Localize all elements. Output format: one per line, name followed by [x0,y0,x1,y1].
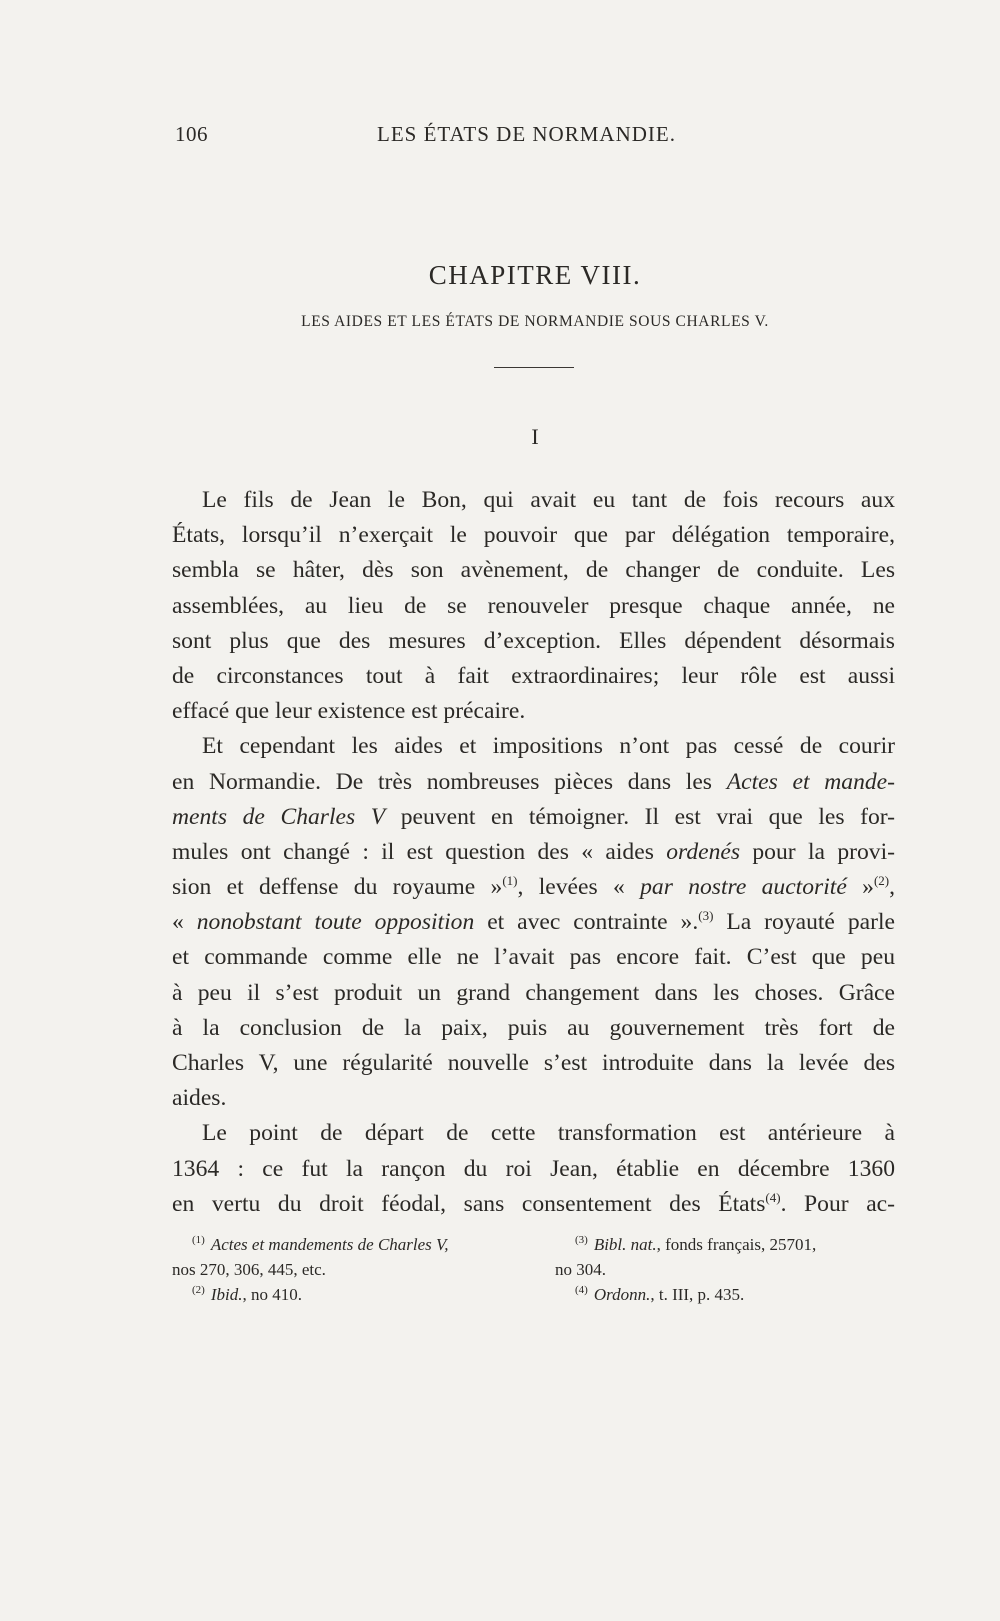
footnote-3 [555,1232,900,1257]
footnote-text: , fonds français, 25701, [656,1235,817,1254]
footnote-text: , no 410. [242,1285,302,1304]
text-line [172,765,895,800]
italic-title: ments de Charles V [172,803,386,830]
text-run: « [172,909,197,936]
text-line: Le fils de Jean le Bon, qui avait eu tant de fois recours aux [202,487,895,513]
text-line: 1364 : ce fut la rançon du roi Jean, établie en décembre 1360 [172,1155,895,1182]
text-run: sion et deffense du royaume » [172,874,503,901]
text-line [172,905,895,940]
text-line: assemblées, au lieu de se renouveler presque chaque année, ne [172,592,895,619]
text-run: . Pour ac- [780,1190,895,1217]
text-run: pour la provi- [740,838,895,865]
text-run: mules ont changé : il est question des « aides [172,838,667,865]
footnote-4 [555,1282,900,1307]
text-run: , [889,874,896,901]
text-run: » [846,874,874,901]
text-run: en vertu du droit féodal, sans consentement des États [172,1190,766,1217]
italic-quote: nonobstant toute opposition [196,909,475,936]
footnote-ref-1[interactable]: (1) [502,873,518,889]
italic-quote: par nostre auctorité [640,874,847,901]
footnote-mark: (1) [192,1234,205,1246]
running-head [175,122,895,152]
text-line: aides. [172,1085,227,1112]
text-line: effacé que leur existence est précaire. [172,698,526,725]
text-line: à peu il s’est produit un grand changement dans les choses. Grâce [172,979,895,1006]
footnote-mark: (4) [575,1284,588,1296]
footnote-text: Actes et mandements de Charles V, [210,1235,449,1254]
text-line: États, lorsqu’il n’exerçait le pouvoir que par délégation temporaire, [172,522,895,549]
footnotes-left [172,1232,517,1307]
footnotes-right [555,1232,900,1307]
footnote-text: , t. III, p. 435. [650,1285,745,1304]
text-run: et avec contrainte ». [474,909,699,936]
italic-quote: ordenés [666,838,741,865]
footnote-2 [172,1282,517,1307]
section-number: I [531,424,539,449]
footnote-text: Bibl. nat. [593,1235,657,1254]
text-line: de circonstances tout à fait extraordinaires; leur rôle est aussi [172,662,895,689]
text-run: peuvent en témoigner. Il est vrai que les for- [385,803,895,830]
footnote-mark: (3) [575,1234,588,1246]
text-line: Charles V, une régularité nouvelle s’est introduite dans la levée des [172,1050,895,1076]
text-run: en Normandie. De très nombreuses pièces dans les [172,768,727,795]
footnote-ref-3[interactable]: (3) [698,908,714,924]
text-line [172,800,895,835]
footnote-1-continued: nos 270, 306, 445, etc. [172,1260,326,1279]
footnote-mark: (2) [192,1284,205,1296]
text-line [172,835,895,870]
text-line: Et cependant les aides et impositions n’ont pas cessé de courir [202,733,895,760]
text-line: sont plus que des mesures d’exception. Elles dépendent désormais [172,627,895,654]
text-run: , levées « [517,874,641,901]
section-divider [494,367,574,368]
chapter-heading: CHAPITRE VIII. [428,260,642,290]
chapter-subtitle: LES AIDES ET LES ÉTATS DE NORMANDIE SOUS CHARLES V. [301,313,769,330]
text-line: à la conclusion de la paix, puis au gouvernement très fort de [172,1014,895,1041]
footnote-3-continued: no 304. [555,1260,606,1279]
text-run: La royauté parle [713,909,895,936]
running-title: LES ÉTATS DE NORMANDIE. [377,122,676,146]
footnote-text: Ordonn. [593,1285,651,1304]
text-line [172,1187,895,1222]
footnote-ref-4[interactable]: (4) [765,1189,781,1205]
text-line: et commande comme elle ne l’avait pas encore fait. C’est que peu [172,944,895,971]
text-line: sembla se hâter, dès son avènement, de changer de conduite. Les [172,557,895,584]
text-line: Le point de départ de cette transformation est antérieure à [202,1120,895,1147]
page-number: 106 [175,122,208,146]
text-line [172,870,895,905]
footnote-text: Ibid. [210,1285,243,1304]
footnote-1 [172,1232,517,1257]
footnote-ref-2[interactable]: (2) [873,873,890,889]
italic-title: Actes et mande- [726,768,895,795]
body-text [172,483,895,1222]
